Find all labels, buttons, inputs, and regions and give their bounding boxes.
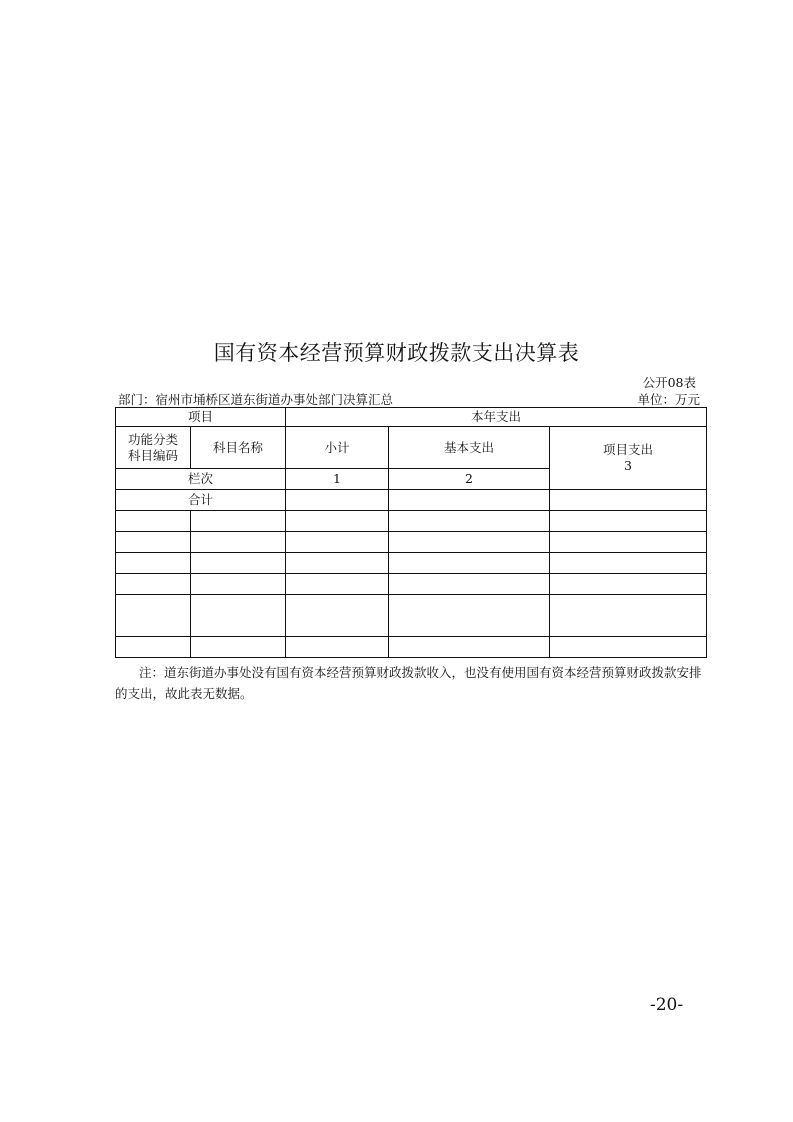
- table-cell: [389, 511, 550, 532]
- col-index-2: 2: [389, 469, 550, 490]
- table-column-row: [116, 427, 707, 469]
- table-row: [116, 637, 707, 658]
- table-row: [116, 553, 707, 574]
- total-label: 合计: [116, 490, 286, 511]
- table-cell: [389, 595, 550, 637]
- department-label: 部门：宿州市埇桥区道东街道办事处部门决算汇总: [118, 392, 394, 407]
- table-cell: [116, 595, 191, 637]
- table-cell: [286, 574, 389, 595]
- table-cell: [286, 511, 389, 532]
- table-cell: [550, 511, 707, 532]
- table-cell: [389, 574, 550, 595]
- table-cell: [191, 595, 286, 637]
- table-cell: [116, 637, 191, 658]
- table-cell: [191, 574, 286, 595]
- table-cell: [389, 490, 550, 511]
- form-number: 公开08表: [642, 375, 696, 390]
- table-cell: [286, 637, 389, 658]
- page-number: -20-: [650, 995, 684, 1015]
- col-subject-name: 科目名称: [191, 427, 286, 469]
- col-function-code: 功能分类 科目编码: [116, 427, 191, 469]
- table-cell: [191, 553, 286, 574]
- col-index-3: 3: [624, 458, 632, 473]
- col-index-1: 1: [286, 469, 389, 490]
- table-cell: [550, 637, 707, 658]
- table-cell: [286, 490, 389, 511]
- table-header-row: [116, 408, 707, 427]
- expenditure-table: [115, 407, 707, 658]
- table-cell: [389, 553, 550, 574]
- table-cell: [286, 553, 389, 574]
- table-cell: [116, 532, 191, 553]
- header-project: 项目: [116, 408, 286, 427]
- col-project-expenditure: [550, 427, 707, 490]
- header-current-year: 本年支出: [286, 408, 707, 427]
- table-cell: [116, 574, 191, 595]
- table-cell: [550, 553, 707, 574]
- table-row: [116, 511, 707, 532]
- table-cell: [550, 574, 707, 595]
- table-cell: [191, 532, 286, 553]
- table-cell: [550, 595, 707, 637]
- table-cell: [191, 511, 286, 532]
- col-subtotal: 小计: [286, 427, 389, 469]
- table-cell: [550, 532, 707, 553]
- col-project-label: 项目支出: [603, 442, 654, 457]
- table-row: [116, 595, 707, 637]
- table-cell: [191, 637, 286, 658]
- table-total-row: [116, 490, 707, 511]
- row-index-label: 栏次: [116, 469, 286, 490]
- unit-label: 单位：万元: [637, 392, 700, 407]
- table-row: [116, 532, 707, 553]
- table-cell: [116, 511, 191, 532]
- table-cell: [389, 637, 550, 658]
- table-cell: [286, 532, 389, 553]
- col-basic-expenditure: 基本支出: [389, 427, 550, 469]
- table-cell: [116, 553, 191, 574]
- table-cell: [286, 595, 389, 637]
- page-title: 国有资本经营预算财政拨款支出决算表: [213, 341, 580, 365]
- table-cell: [550, 490, 707, 511]
- table-cell: [389, 532, 550, 553]
- footnote: 注：道东街道办事处没有国有资本经营预算财政拨款收入，也没有使用国有资本经营预算财政拨款安排的支出，故此表无数据。: [115, 665, 702, 701]
- table-row: [116, 574, 707, 595]
